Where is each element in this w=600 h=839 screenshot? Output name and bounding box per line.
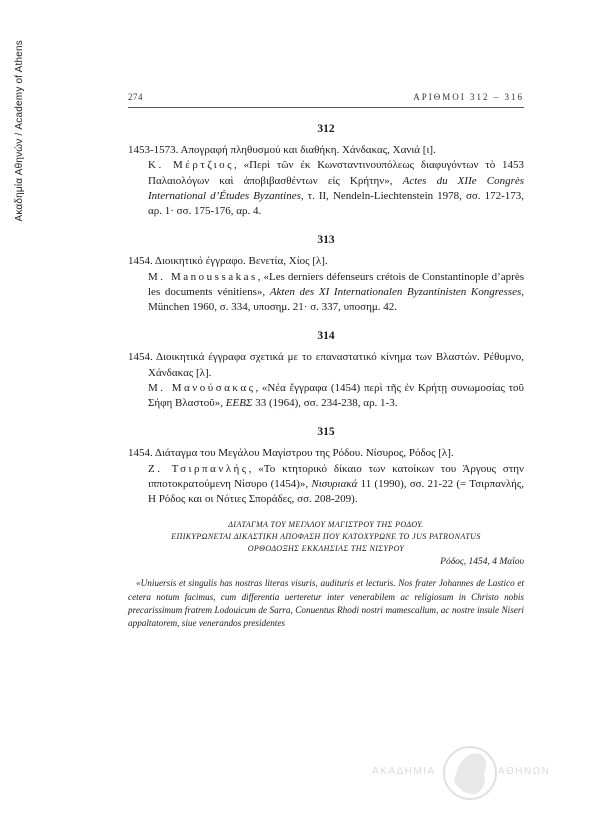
entry-description: 1454. Διοικητικό έγγραφο. Βενετία, Χίος [λ].: [128, 255, 328, 268]
reference-author: M. Manoussakas: [148, 270, 258, 283]
entry-315: [128, 425, 524, 507]
document-heading-line: ΕΠΙΚΥΡΩΝΕΤΑΙ ΔΙΚΑΣΤΙΚΗ ΑΠΟΦΑΣΗ ΠΟΥ ΚΑΤΟΧΥΡΩΝΕ ΤΟ JUS PATRONATUS: [171, 532, 481, 542]
reference-title: , «Νέα ἔγγραφα (1454) περὶ τῆς ἐν Κρήτῃ συνωμοσίας τοῦ Σήφη Βλαστοῦ»,: [148, 381, 524, 410]
page-number: 274: [128, 92, 143, 102]
book-page: [128, 92, 524, 631]
running-title: ΑΡΙΘΜΟΙ 312 – 316: [413, 92, 524, 102]
reference-author: Κ. Μέρτζιος: [148, 159, 235, 172]
watermark-text-right: ΑΘΗΝΩΝ: [498, 766, 551, 777]
entry-description: 1454. Διάταγμα του Μεγάλου Μαγίστρου της Ρόδου. Νίσυρος, Ρόδος [λ].: [128, 447, 454, 460]
entry-number: 312: [317, 123, 335, 135]
reference-source: ΕΕΒΣ: [225, 397, 253, 410]
entry-312: [128, 122, 524, 219]
header-rule: [128, 107, 524, 108]
watermark-text-left: ΑΚΑΔΗΜΙΑ: [372, 766, 436, 777]
reference-pages: , München 1960, σ. 334, υποσημ. 21· σ. 337, υποσημ. 42.: [148, 285, 524, 314]
running-header: [128, 92, 524, 102]
archive-sidebar-label: Ακαδημία Αθηνών / Academy of Athens: [14, 40, 25, 222]
reference-source: Akten des XI Internationalen Byzantinisten Kongresses: [269, 285, 522, 298]
entry-reference: [128, 270, 524, 316]
reference-source: Actes du XIIe Congrès International d’Études Byzantines: [148, 174, 525, 202]
reference-title: , «Το κτητορικό δίκαιο των κατοίκων του Άργους στην ιπποτοκρατούμενη Νίσυρο (1454)»,: [148, 462, 524, 490]
entry-313: [128, 233, 524, 315]
reference-title: , «Les derniers défenseurs crétois de Constantinople d’après les documents vénitiens»,: [148, 270, 524, 298]
athena-head-icon: [440, 738, 500, 808]
entry-description: 1453-1573. Απογραφή πληθυσμού και διαθήκη. Χάνδακας, Χανιά [ι].: [128, 144, 436, 157]
entry-reference: [128, 462, 524, 508]
document-heading-line: ΔΙΑΤΑΓΜΑ ΤΟΥ ΜΕΓΑΛΟΥ ΜΑΓΙΣΤΡΟΥ ΤΗΣ ΡΟΔΟΥ.: [228, 520, 424, 530]
document-heading: [128, 519, 524, 555]
entry-number: 313: [317, 234, 335, 247]
entry-reference: [128, 381, 524, 411]
reference-pages: , τ. II, Nendeln-Liechtenstein 1978, σσ. 172-173, αρ. 1· σσ. 175-176, αρ. 4.: [148, 189, 525, 218]
reference-source: Νισυριακά: [311, 477, 358, 490]
document-date: Ρόδος, 1454, 4 Μαΐου: [440, 557, 524, 568]
reference-pages: 11 (1990), σσ. 21-22 (= Τσιρπανλής, Η Ρόδος και οι Νότιες Σποράδες, σσ. 208-209).: [148, 477, 524, 506]
document-heading-line: ΟΡΘΟΔΟΞΗΣ ΕΚΚΛΗΣΙΑΣ ΤΗΣ ΝΙΣΥΡΟΥ: [247, 544, 405, 554]
latin-text: «Uniuersis et singulis has nostras literas visuris, audituris et lecturis. Nos frater Johannes de Lastico et cetera notum facimus, cum differentia uerteretur inter venerabilem ac religiosum in Christo nobis precarissimum fratrem Lodouicum de Sarra, Conuentus Rhodi nostri mamescallum, ac nostre insule Niseri appaltatorem, siue venerandos presidentes: [128, 578, 524, 629]
reference-author: Ζ. Τσιρπανλής: [148, 462, 249, 475]
entry-number: 315: [317, 426, 335, 439]
entry-reference: [128, 158, 524, 219]
academy-watermark: [360, 738, 560, 808]
entry-314: [128, 329, 524, 411]
reference-author: Μ. Μανούσακας: [148, 381, 256, 394]
entry-description: 1454. Διοικητικά έγγραφα σχετικά με το επαναστατικό κίνημα των Βλαστών. Ρέθυμνο, Χάνδακας [λ].: [128, 351, 524, 379]
entry-number: 314: [317, 330, 335, 343]
reference-pages: 33 (1964), σσ. 234-238, αρ. 1-3.: [252, 397, 398, 410]
reference-title: , «Περὶ τῶν ἐκ Κωνσταντινουπόλεως διαφυγόντων τὸ 1453 Παλαιολόγων καὶ ἀποβιβασθέντων εἰς Κρήτην»,: [148, 159, 524, 187]
